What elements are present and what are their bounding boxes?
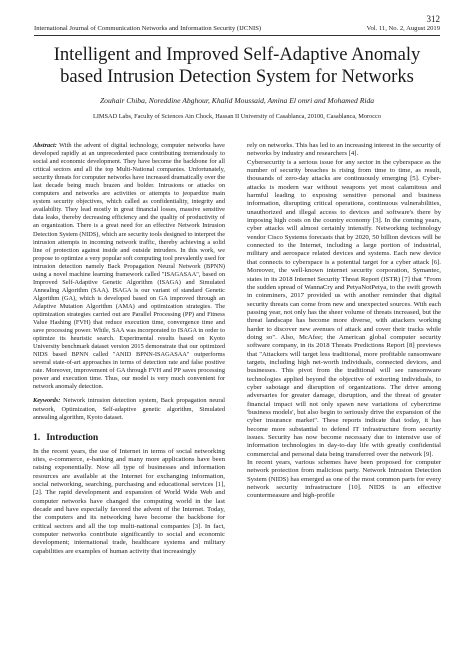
paper-title	[20, 44, 454, 88]
section-title: Introduction	[46, 431, 99, 443]
intro-paragraph: In the recent years, the use of Internet in terms of social networking sites, e-commerce, e-banking and many more applications have been raising exponentially. Now all type of businesses and information resources are available at the Internet for exchanging information, social networking, searching, purchasing and educational services [1], [2]. The rapid development and expansion of World Wide Web and computer networks have changed the computing world in the last decade and have especially favored the advent of the Internet. Today, the computers and its networking have become the backbone for critical sectors and all the top multi-national companies [3]. In fact, computer networks contribute significantly to social and economic development; international trade, healthcare systems and military capabilities are examples of human activity that increasingly	[33, 447, 225, 555]
author-list: Zouhair Chiba, Noreddine Abghour, Khalid Moussaid, Amina El omri and Mohamed Rida	[99, 96, 375, 105]
section-number: 1.	[33, 431, 41, 443]
journal-name: International Journal of Communication Networks and Information Security (IJCNIS)	[34, 25, 262, 32]
body-paragraph: rely on networks. This has led to an increasing interest in the security of networks by industry and researchers [4].	[247, 142, 441, 158]
keywords-label: Keywords:	[33, 397, 61, 405]
abstract-label: Abstract:	[33, 142, 57, 149]
running-header	[34, 25, 440, 36]
keywords	[33, 397, 225, 421]
abstract	[33, 142, 225, 391]
keywords-text: Network intrusion detection system, Back propagation neural network, Optimization, Self-adaptive genetic algorithm, Simulated annealing algorithm, Kyoto dataset.	[33, 397, 225, 421]
body-paragraph: Cybersecurity is a serious issue for any sector in the cyberspace as the number of security breaches is rising from time to time, as result, thousands of zero-day attacks are continuously emerging [5]. Cyber-attacks is modern war without weapons yet most calamitous and harmful leading to exposing sensitive personal and business information, disrupting critical operations, continuous vulnerabilities, unauthorized and illegal access to devices and software's there by imposing high costs on the country economy [3]. In the coming years, cyber attacks will almost certainly intensify. Networking technology vendor Cisco Systems forecasts that by 2020, 50 billion devices will be connected to the Internet, including a large portion of industrial, military and aerospace related devices and systems. Each new device that connects to cyberspace is a potential target for a cyber attack [6]. Moreover, the well-known internet security corporation, Symantec, states in its 2018 Internet Security Threat Report (ISTR) [7] that "From the sudden spread of WannaCry and PetyaNotPetya, to the swift growth in coinminers, 2017 provided us with another reminder that digital security threats can come from new and unexpected sources. With each passing year, not only has the sheer volume of threats increased, but the threat landscape has become more diverse, with attackers working harder to discover new avenues of attack and cover their tracks while doing so". Also, McAfee; the American global computer security software company, in its 2018 Threats Predictions Report [8] previews that "Attackers will target less traditional, more profitable ransomware targets, including high net-worth individuals, connected devices, and businesses. This pivot from the traditional will see ransomware technologies applied beyond the objective of extorting individuals, to cyber sabotage and disruption of organizations. The drive among adversaries for greater damage, disruption, and the threat of greater financial impact will not only spawn new variations of cybercrime 'business models', but also begin to seriously drive the expansion of the cyber insurance market". These reports indicate that today, it has become more substantial to defend IT infrastructure from security issues. Security has now become necessary due to intensive use of information technologies in day-to-day life with greatly confidential commercial and personal data being transferred over the network [9].	[247, 158, 441, 458]
title-line-2: based Intrusion Detection System for Networks	[60, 66, 414, 87]
abstract-text: With the advent of digital technology, computer networks have developed rapidly at an unprecedented pace contributing tremendously to social and economic development. They have become the backbone for all critical sectors and all the top Multi-National companies. Unfortunately, security threats for computer networks have increased dramatically over the last decade being much brazen and bolder. Intrusions or attacks on computers and networks are activities or attempts to jeopardize main system security objectives, which called as confidentiality, integrity and availability. They lead mostly in great financial losses, massive sensitive data leaks, thereby decreasing efficiency and the quality of productivity of an organization. There is a great need for an effective Network Intrusion Detection System (NIDS), which are security tools designed to interpret the intrusion attempts in incoming network traffic, thereby achieving a solid line of protection against inside and outside intruders. In this work, we propose to optimize a very popular soft computing tool prevalently used for intrusion detection namely Back Propagation Neural Network (BPNN) using a novel machine learning framework called "ISAGASAA", based on Improved Self-Adaptive Genetic Algorithm (ISAGA) and Simulated Annealing Algorithm (SAA). ISAGA is our variant of standard Genetic Algorithm (GA), which is developed based on GA improved through an Adaptive Mutation Algorithm (AMA) and optimization strategies. The optimization strategies carried out are Parallel Processing (PP) and Fitness Value Hashing (FVH) that reduce execution time, convergence time and save processing power. While, SAA was incorporated to ISAGA in order to optimize its heuristic search. Experimental results based on Kyoto University benchmark dataset version 2015 demonstrate that our optimized NIDS based BPNN called "ANID BPNN-ISAGASAA" outperforms several state-of-art approaches in terms of detection rate and false positive rate. Moreover, improvement of GA through FVH and PP saves processing power and execution time. Thus, our model is very much convenient for network anomaly detection.	[33, 142, 225, 391]
page-number: 312	[426, 14, 440, 24]
affiliation: LIMSAD Labs, Faculty of Sciences Ain Chock, Hassan II University of Casablanca, 20100, Casablanca, Morocco	[92, 113, 381, 120]
left-column	[33, 142, 225, 556]
body-paragraph: In recent years, various schemes have been proposed for computer network protection from malicious party. Network Intrusion Detection System (NIDS) has emerged as one of the most common parts for every network security infrastructure [10]. NIDS is an effective countermeasure and high-profile	[247, 459, 441, 500]
section-heading-introduction	[33, 432, 225, 443]
right-column	[247, 142, 441, 501]
volume-info: Vol. 11, No. 2, August 2019	[366, 25, 440, 32]
title-line-1: Intelligent and Improved Self-Adaptive Anomaly	[53, 44, 421, 65]
